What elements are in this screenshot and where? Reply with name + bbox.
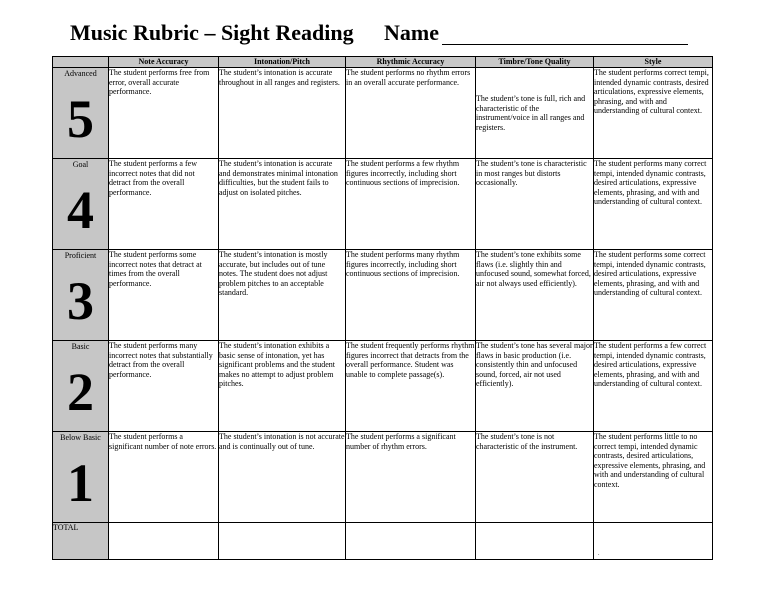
column-header-note-accuracy: Note Accuracy xyxy=(109,57,219,68)
total-cell-note-accuracy[interactable] xyxy=(109,523,219,560)
criterion-cell: The student’s tone is not characteristic of the instrument. xyxy=(476,432,594,523)
rubric-table xyxy=(52,56,713,560)
name-label: Name xyxy=(384,20,439,45)
criterion-cell: The student’s intonation is accurate throughout in all ranges and registers. xyxy=(219,68,346,159)
criterion-cell: The student’s intonation is mostly accurate, but includes out of tune notes. The student does not adjust problem pitches to an acceptable standard. xyxy=(219,250,346,341)
level-score: 3 xyxy=(67,271,94,331)
criterion-cell: The student performs a few correct tempi, intended dynamic contrasts, desired articulations, expressive elements, phrasing, and with and understanding of cultural context. xyxy=(594,341,713,432)
name-blank-line[interactable] xyxy=(442,44,688,45)
criterion-cell: The student’s tone is characteristic in most ranges but distorts occasionally. xyxy=(476,159,594,250)
criterion-cell: The student performs free from error, overall accurate performance. xyxy=(109,68,219,159)
total-mark: . xyxy=(598,551,600,557)
criterion-cell: The student performs a few rhythm figures incorrectly, including short continuous sections of imprecision. xyxy=(346,159,476,250)
criterion-cell: The student’s tone exhibits some flaws (i.e. slightly thin and unfocused sound, somewhat forced, air not always used efficiently). xyxy=(476,250,594,341)
total-cell-style[interactable] xyxy=(594,523,713,560)
level-cell-advanced xyxy=(53,68,109,159)
corner-cell xyxy=(53,57,109,68)
criterion-cell: The student frequently performs rhythm figures incorrect that detracts from the overall performance. Student was unable to complete passage(s). xyxy=(346,341,476,432)
criterion-cell: The student’s tone has several major flaws in basic production (i.e. consistently thin and unfocused sound, forced, air not used efficiently). xyxy=(476,341,594,432)
table-row xyxy=(53,250,713,341)
total-cell-intonation[interactable] xyxy=(219,523,346,560)
level-label: Below Basic xyxy=(60,433,101,442)
header xyxy=(70,18,710,50)
total-row xyxy=(53,523,713,560)
criterion-cell: The student performs many correct tempi, intended dynamic contrasts, desired articulations, expressive elements, phrasing, and with and understanding of cultural context. xyxy=(594,159,713,250)
criterion-cell: The student performs some correct tempi, intended dynamic contrasts, desired articulations, expressive elements, phrasing, and with and understanding of cultural context. xyxy=(594,250,713,341)
page-title: Music Rubric – Sight Reading xyxy=(70,20,354,45)
criterion-cell: The student performs some incorrect notes that detract at times from the overall performance. xyxy=(109,250,219,341)
criterion-cell: The student performs correct tempi, intended dynamic contrasts, desired articulations, expressive elements, phrasing, and with and understanding of cultural context. xyxy=(594,68,713,159)
criterion-cell: The student performs little to no correct tempi, intended dynamic contrasts, desired articulations, expressive elements, phrasing, and with and understanding of cultural context. xyxy=(594,432,713,523)
criterion-cell: The student’s intonation exhibits a basic sense of intonation, yet has significant problems and the student makes no attempt to adjust problem pitches. xyxy=(219,341,346,432)
level-label: Goal xyxy=(72,160,89,169)
level-cell-below-basic xyxy=(53,432,109,523)
level-label: Proficient xyxy=(64,251,97,260)
column-header-intonation: Intonation/Pitch xyxy=(219,57,346,68)
criterion-cell: The student performs no rhythm errors in an overall accurate performance. xyxy=(346,68,476,159)
criterion-cell: The student’s intonation is accurate and demonstrates minimal intonation difficulties, but the student fails to adjust on isolated pitches. xyxy=(219,159,346,250)
level-label: Advanced xyxy=(64,69,97,78)
level-cell-basic xyxy=(53,341,109,432)
level-score: 2 xyxy=(67,362,94,422)
table-row xyxy=(53,432,713,523)
criterion-cell: The student performs a significant number of rhythm errors. xyxy=(346,432,476,523)
level-score: 4 xyxy=(67,180,94,240)
level-label: Basic xyxy=(71,342,90,351)
table-row xyxy=(53,159,713,250)
criterion-cell: The student performs a few incorrect notes that did not detract from the overall performance. xyxy=(109,159,219,250)
level-cell-goal xyxy=(53,159,109,250)
criterion-cell: The student’s tone is full, rich and characteristic of the instrument/voice in all ranges and registers. xyxy=(476,68,594,159)
level-score: 1 xyxy=(67,453,94,513)
total-cell-timbre[interactable] xyxy=(476,523,594,560)
total-label: TOTAL xyxy=(53,523,109,560)
criterion-cell: The student performs many incorrect notes that substantially detract from the overall performance. xyxy=(109,341,219,432)
criterion-cell: The student’s intonation is not accurate and is continually out of tune. xyxy=(219,432,346,523)
column-header-style: Style xyxy=(594,57,713,68)
total-cell-rhythmic-accuracy[interactable] xyxy=(346,523,476,560)
criterion-cell: The student performs many rhythm figures incorrectly, including short continuous sections of imprecision. xyxy=(346,250,476,341)
table-row xyxy=(53,68,713,159)
level-score: 5 xyxy=(67,89,94,149)
criterion-cell: The student performs a significant number of note errors. xyxy=(109,432,219,523)
table-row xyxy=(53,341,713,432)
header-row xyxy=(53,57,713,68)
column-header-timbre: Timbre/Tone Quality xyxy=(476,57,594,68)
column-header-rhythmic-accuracy: Rhythmic Accuracy xyxy=(346,57,476,68)
level-cell-proficient xyxy=(53,250,109,341)
